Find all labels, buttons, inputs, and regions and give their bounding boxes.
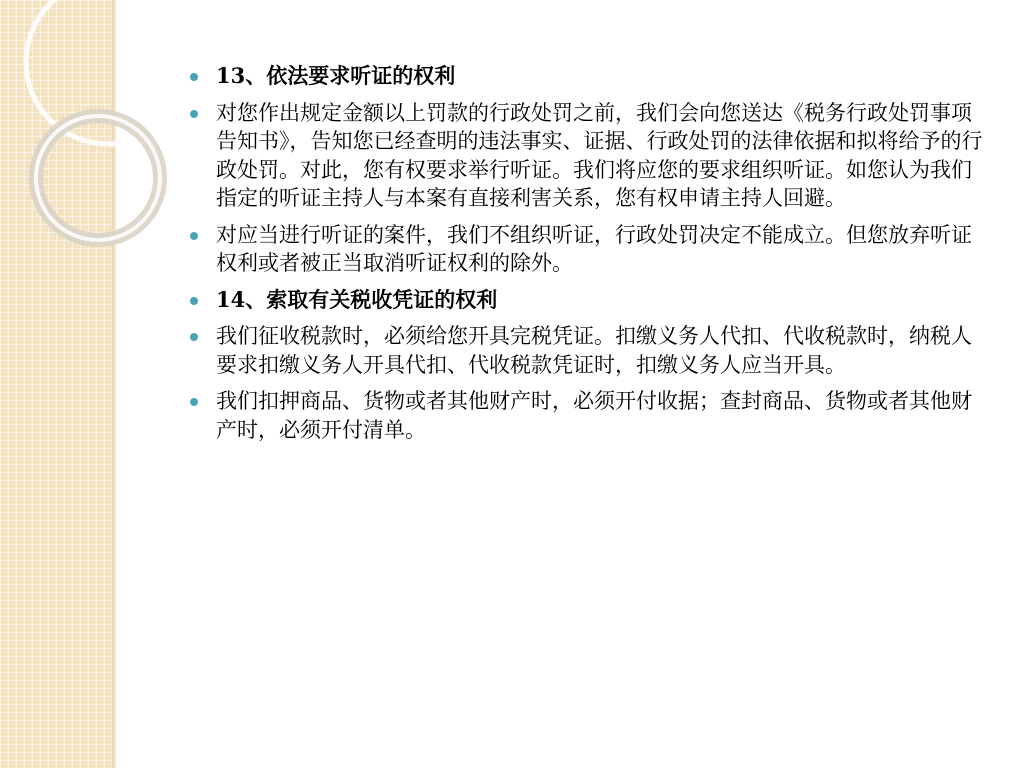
bullet-list xyxy=(188,62,988,444)
bullet-heading-14 xyxy=(188,286,988,315)
bullet-dot-icon xyxy=(190,232,198,240)
bullet-dot-icon xyxy=(190,333,198,341)
bullet-heading-13 xyxy=(188,62,988,91)
bullet-dot-icon xyxy=(190,73,198,81)
bullet-text: 对应当进行听证的案件，我们不组织听证，行政处罚决定不能成立。但您放弃听证权利或者被正当取消听证权利的除外。 xyxy=(216,222,972,275)
bullet-dot-icon xyxy=(190,398,198,406)
bullet-dot-icon xyxy=(190,110,198,118)
bullet-text: 14、索取有关税收凭证的权利 xyxy=(216,286,498,312)
bullet-tax-voucher xyxy=(188,322,988,379)
decorative-rings xyxy=(0,0,180,300)
bullet-text: 对您作出规定金额以上罚款的行政处罚之前，我们会向您送达《税务行政处罚事项告知书》，告知您已经查明的违法事实、证据、行政处罚的法律依据和拟将给予的行政处罚。对此，您有权要求举行听证。我们将应您的要求组织听证。如您认为我们指定的听证主持人与本案有直接利害关系，您有权申请主持人回避。 xyxy=(216,100,983,210)
bullet-seizure-receipt xyxy=(188,387,988,444)
bullet-hearing-notice xyxy=(188,99,988,213)
bullet-text: 我们征收税款时，必须给您开具完税凭证。扣缴义务人代扣、代收税款时，纳税人要求扣缴义务人开具代扣、代收税款凭证时，扣缴义务人应当开具。 xyxy=(216,324,972,377)
slide-content xyxy=(188,62,988,452)
bullet-hearing-exception xyxy=(188,221,988,278)
bullet-dot-icon xyxy=(190,297,198,305)
bullet-text: 我们扣押商品、货物或者其他财产时，必须开付收据；查封商品、货物或者其他财产时，必须开付清单。 xyxy=(216,389,972,442)
bullet-text: 13、依法要求听证的权利 xyxy=(216,63,456,88)
